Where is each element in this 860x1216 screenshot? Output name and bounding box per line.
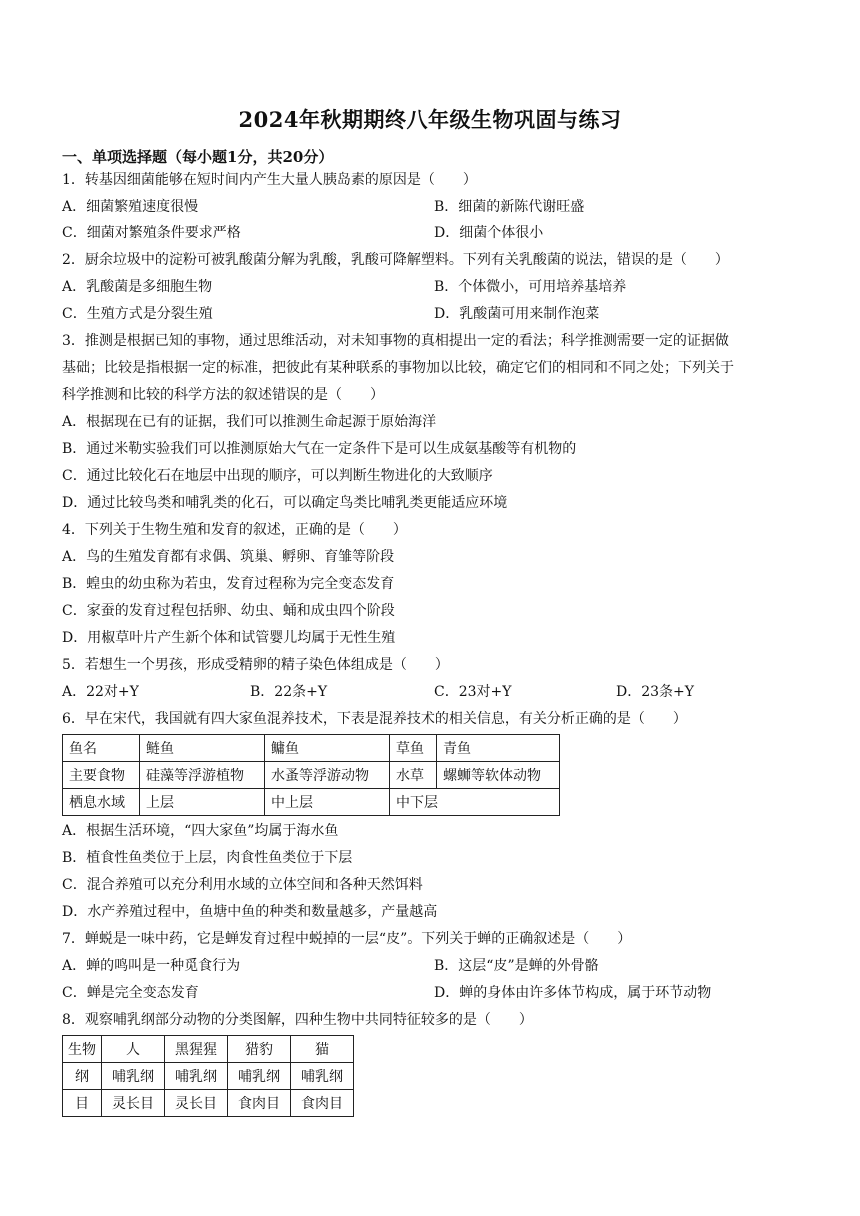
question-3-option-a: A．根据现在已有的证据，我们可以推测生命起源于原始海洋 xyxy=(62,414,437,430)
table-cell: 青鱼 xyxy=(437,735,560,762)
classification-table xyxy=(62,1035,354,1117)
question-5-option-a: A．22对+Y xyxy=(62,684,139,700)
table-cell: 鲢鱼 xyxy=(140,735,265,762)
table-cell: 灵长目 xyxy=(165,1090,228,1117)
question-3-option-c: C．通过比较化石在地层中出现的顺序，可以判断生物进化的大致顺序 xyxy=(62,468,493,484)
table-row xyxy=(63,762,560,789)
question-4-option-d: D．用椒草叶片产生新个体和试管婴儿均属于无性生殖 xyxy=(62,630,396,646)
table-row xyxy=(63,1063,354,1090)
table-cell: 食肉目 xyxy=(228,1090,291,1117)
question-4-option-b: B．蝗虫的幼虫称为若虫，发育过程称为完全变态发育 xyxy=(62,576,395,592)
table-cell: 生物 xyxy=(63,1036,102,1063)
table-cell: 哺乳纲 xyxy=(291,1063,354,1090)
question-4-stem: 4．下列关于生物生殖和发育的叙述，正确的是（ ） xyxy=(62,522,407,538)
question-7-option-b: B．这层“皮”是蝉的外骨骼 xyxy=(434,958,599,974)
table-cell: 上层 xyxy=(140,789,265,816)
question-7-option-a: A．蝉的鸣叫是一种觅食行为 xyxy=(62,958,241,974)
question-1-stem: 1．转基因细菌能够在短时间内产生大量人胰岛素的原因是（ ） xyxy=(62,172,477,188)
question-3-stem-line-3: 科学推测和比较的科学方法的叙述错误的是（ ） xyxy=(62,387,384,403)
question-5-option-b: B．22条+Y xyxy=(250,684,328,700)
table-cell: 鳙鱼 xyxy=(265,735,390,762)
table-cell: 哺乳纲 xyxy=(102,1063,165,1090)
question-1-option-b: B．细菌的新陈代谢旺盛 xyxy=(434,199,585,215)
question-1-option-a: A．细菌繁殖速度很慢 xyxy=(62,199,199,215)
question-6-option-b: B．植食性鱼类位于上层，肉食性鱼类位于下层 xyxy=(62,850,353,866)
question-1-option-c: C．细菌对繁殖条件要求严格 xyxy=(62,225,241,241)
table-cell: 黑猩猩 xyxy=(165,1036,228,1063)
table-cell: 哺乳纲 xyxy=(228,1063,291,1090)
table-row xyxy=(63,1090,354,1117)
table-cell: 食肉目 xyxy=(291,1090,354,1117)
table-row xyxy=(63,789,560,816)
table-cell: 猎豹 xyxy=(228,1036,291,1063)
question-3-option-b: B．通过米勒实验我们可以推测原始大气在一定条件下是可以生成氨基酸等有机物的 xyxy=(62,441,577,457)
table-cell: 主要食物 xyxy=(63,762,140,789)
table-cell: 猫 xyxy=(291,1036,354,1063)
table-cell: 目 xyxy=(63,1090,102,1117)
question-7-option-d: D．蝉的身体由许多体节构成，属于环节动物 xyxy=(434,985,712,1001)
question-2-option-d: D．乳酸菌可用来制作泡菜 xyxy=(434,306,600,322)
table-cell: 哺乳纲 xyxy=(165,1063,228,1090)
question-2-option-c: C．生殖方式是分裂生殖 xyxy=(62,306,213,322)
question-3-option-d: D．通过比较鸟类和哺乳类的化石，可以确定鸟类比哺乳类更能适应环境 xyxy=(62,495,508,511)
section-heading: 一、单项选择题（每小题1分，共20分） xyxy=(62,148,334,166)
question-3-stem-line-2: 基础；比较是指根据一定的标准，把彼此有某种联系的事物加以比较，确定它们的相同和不同之处；下列关于 xyxy=(62,360,734,376)
table-cell: 中下层 xyxy=(390,789,560,816)
question-7-option-c: C．蝉是完全变态发育 xyxy=(62,985,199,1001)
question-6-option-c: C．混合养殖可以充分利用水域的立体空间和各种天然饵料 xyxy=(62,877,423,893)
table-cell: 中上层 xyxy=(265,789,390,816)
question-6-stem: 6．早在宋代，我国就有四大家鱼混养技术，下表是混养技术的相关信息，有关分析正确的是（ ） xyxy=(62,711,687,727)
question-8-stem: 8．观察哺乳纲部分动物的分类图解，四种生物中共同特征较多的是（ ） xyxy=(62,1012,533,1028)
question-6-option-d: D．水产养殖过程中，鱼塘中鱼的种类和数量越多，产量越高 xyxy=(62,904,438,920)
fish-info-table xyxy=(62,734,560,816)
table-cell: 纲 xyxy=(63,1063,102,1090)
table-row xyxy=(63,1036,354,1063)
question-4-option-a: A．鸟的生殖发育都有求偶、筑巢、孵卵、育雏等阶段 xyxy=(62,549,395,565)
question-6-option-a: A．根据生活环境，“四大家鱼”均属于海水鱼 xyxy=(62,823,339,839)
question-5-option-d: D．23条+Y xyxy=(616,684,695,700)
table-cell: 水蚤等浮游动物 xyxy=(265,762,390,789)
question-2-stem: 2．厨余垃圾中的淀粉可被乳酸菌分解为乳酸，乳酸可降解塑料。下列有关乳酸菌的说法，错误的是（ ） xyxy=(62,252,729,268)
question-1-option-d: D．细菌个体很小 xyxy=(434,225,544,241)
question-2-option-a: A．乳酸菌是多细胞生物 xyxy=(62,279,213,295)
table-cell: 人 xyxy=(102,1036,165,1063)
question-4-option-c: C．家蚕的发育过程包括卵、幼虫、蛹和成虫四个阶段 xyxy=(62,603,395,619)
question-2-option-b: B．个体微小，可用培养基培养 xyxy=(434,279,627,295)
question-3-stem-line-1: 3．推测是根据已知的事物，通过思维活动，对未知事物的真相提出一定的看法；科学推测需要一定的证据做 xyxy=(62,333,729,349)
table-cell: 栖息水域 xyxy=(63,789,140,816)
question-7-stem: 7．蝉蜕是一味中药，它是蝉发育过程中蜕掉的一层“皮”。下列关于蝉的正确叙述是（ ） xyxy=(62,931,632,947)
page-title: 2024年秋期期终八年级生物巩固与练习 xyxy=(238,107,622,132)
table-cell: 草鱼 xyxy=(390,735,437,762)
table-cell: 灵长目 xyxy=(102,1090,165,1117)
question-5-option-c: C．23对+Y xyxy=(434,684,512,700)
table-cell: 螺蛳等软体动物 xyxy=(437,762,560,789)
table-row xyxy=(63,735,560,762)
question-5-stem: 5．若想生一个男孩，形成受精卵的精子染色体组成是（ ） xyxy=(62,657,449,673)
table-cell: 鱼名 xyxy=(63,735,140,762)
table-cell: 硅藻等浮游植物 xyxy=(140,762,265,789)
table-cell: 水草 xyxy=(390,762,437,789)
